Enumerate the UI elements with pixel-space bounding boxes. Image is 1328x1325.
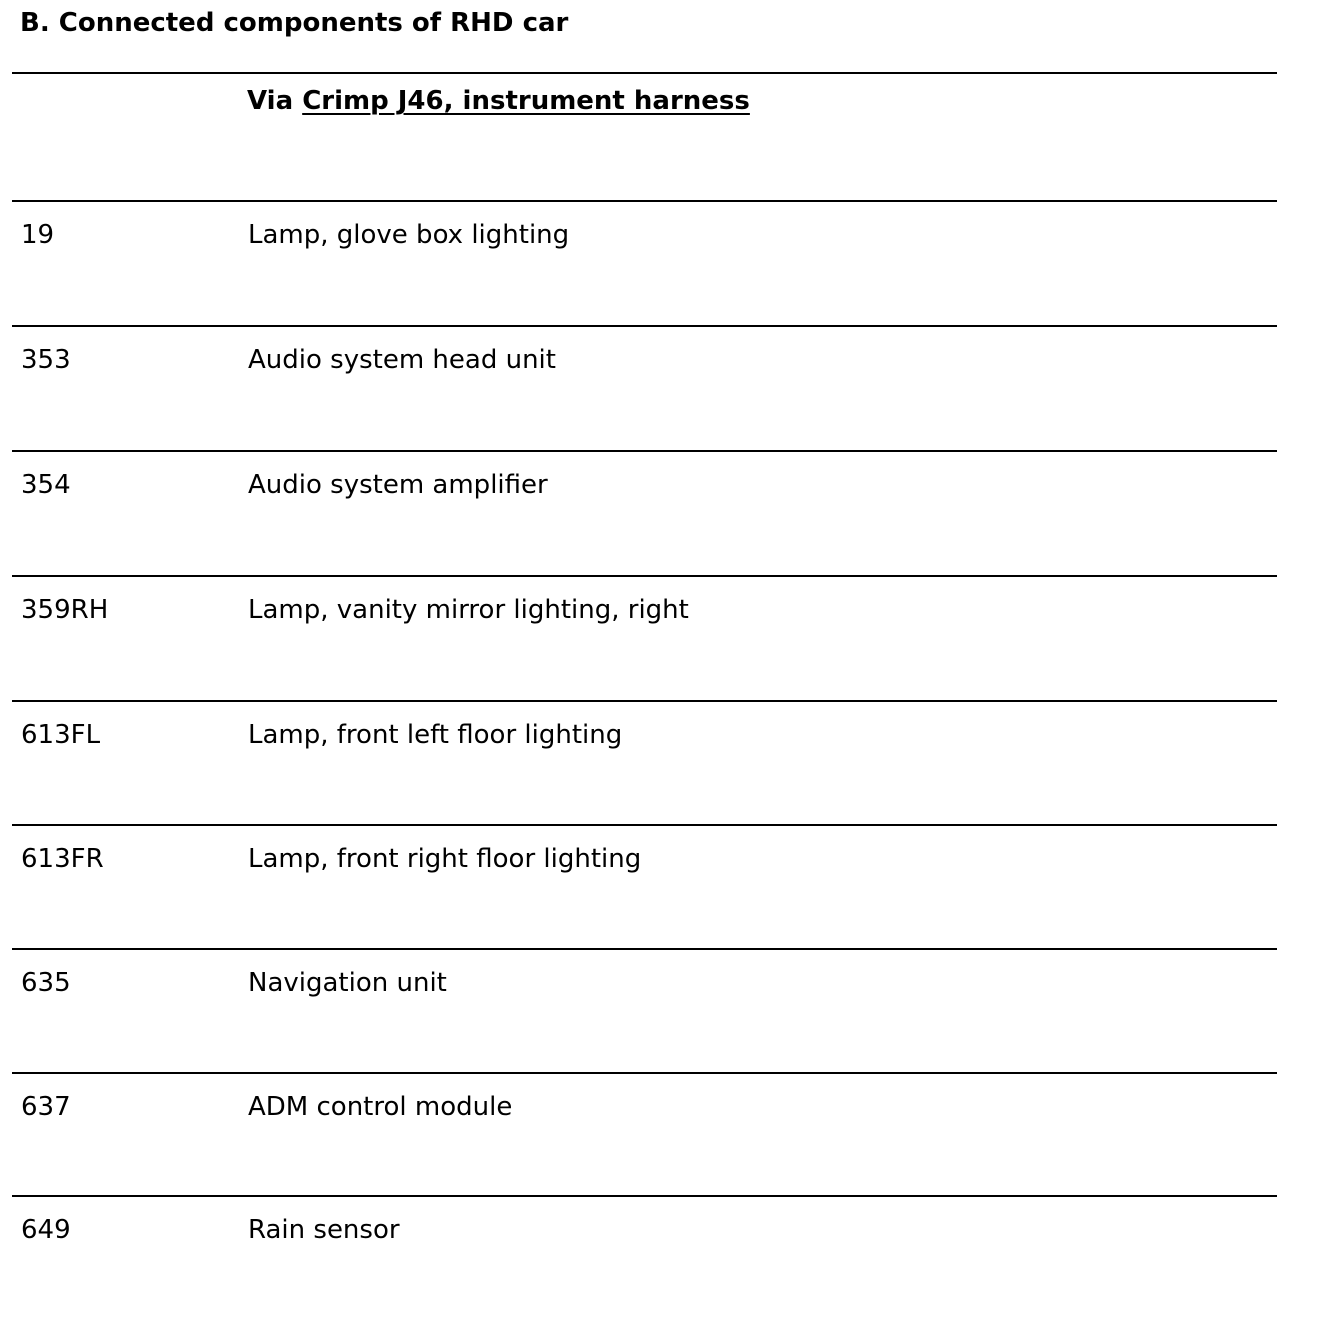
component-description: Lamp, glove box lighting xyxy=(248,220,570,250)
table-row xyxy=(0,456,1328,580)
component-code: 354 xyxy=(21,470,71,500)
row-rule xyxy=(12,948,1277,950)
row-rule xyxy=(12,450,1277,452)
header-rule xyxy=(12,200,1277,202)
table-row xyxy=(0,706,1328,830)
component-description: Lamp, vanity mirror lighting, right xyxy=(248,595,689,625)
table-top-rule xyxy=(12,72,1277,74)
table-row xyxy=(0,206,1328,330)
component-code: 613FR xyxy=(21,844,104,874)
component-code: 19 xyxy=(21,220,55,250)
document-heading: B. Connected components of RHD car xyxy=(20,8,569,38)
component-description: ADM control module xyxy=(248,1092,513,1122)
component-description: Audio system head unit xyxy=(248,345,556,375)
table-row xyxy=(0,954,1328,1078)
component-description: Audio system amplifier xyxy=(248,470,548,500)
row-rule xyxy=(12,1072,1277,1074)
component-code: 649 xyxy=(21,1215,71,1245)
component-code: 353 xyxy=(21,345,71,375)
component-description: Lamp, front right floor lighting xyxy=(248,844,642,874)
row-rule xyxy=(12,824,1277,826)
component-code: 635 xyxy=(21,968,71,998)
column-header-prefix: Via xyxy=(247,86,303,116)
table-row xyxy=(0,830,1328,954)
component-description: Lamp, front left floor lighting xyxy=(248,720,623,750)
row-rule xyxy=(12,325,1277,327)
column-header-underlined: Crimp J46, instrument harness xyxy=(302,86,750,116)
component-description: Navigation unit xyxy=(248,968,447,998)
table-row xyxy=(0,331,1328,455)
component-description: Rain sensor xyxy=(248,1215,400,1245)
table-row xyxy=(0,1201,1328,1325)
table-row xyxy=(0,1078,1328,1202)
row-rule xyxy=(12,575,1277,577)
component-code: 359RH xyxy=(21,595,109,625)
row-rule xyxy=(12,700,1277,702)
component-code: 613FL xyxy=(21,720,101,750)
table-row xyxy=(0,581,1328,705)
column-header xyxy=(247,84,750,118)
row-rule xyxy=(12,1195,1277,1197)
component-code: 637 xyxy=(21,1092,71,1122)
